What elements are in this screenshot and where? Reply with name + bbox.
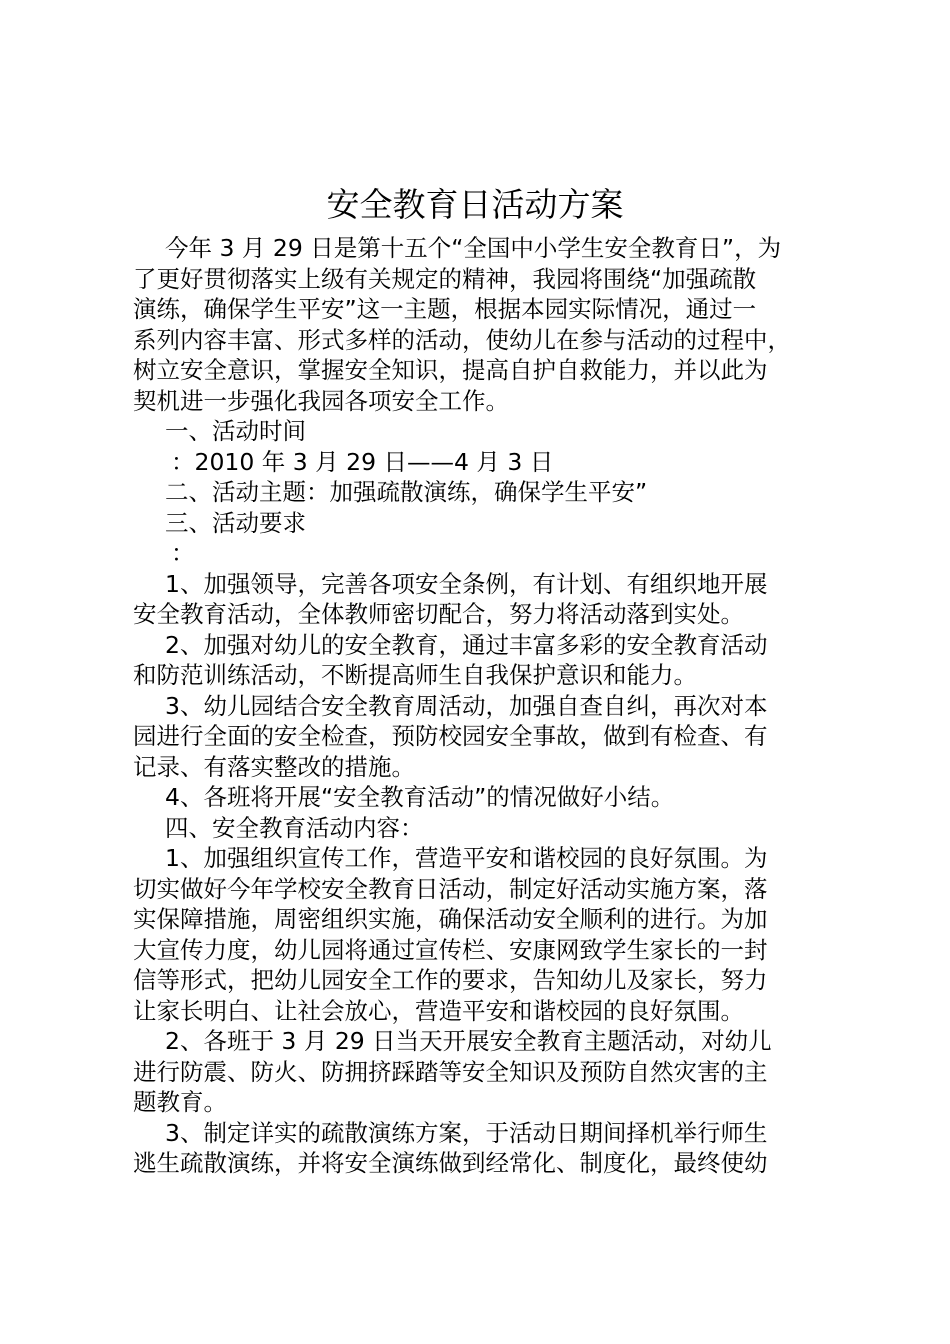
document-body [133,233,847,1179]
body-text-line: 三、活动要求 [165,508,306,537]
body-text-line: 3、制定详实的疏散演练方案，于活动日期间择机举行师生 [165,1118,768,1147]
body-text-line: 系列内容丰富、形式多样的活动，使幼儿在参与活动的过程中， [133,325,791,354]
body-text-line: 和防范训练活动，不断提高师生自我保护意识和能力。 [133,661,697,689]
body-text-line: 契机进一步强化我园各项安全工作。 [133,386,509,415]
body-text-line: 4、各班将开展“安全教育活动”的情况做好小结。 [165,783,675,811]
body-text-line: 记录、有落实整改的措施。 [133,752,415,781]
body-text-line: 1、加强领导，完善各项安全条例，有计划、有组织地开展 [165,569,768,598]
body-text-line: 今年 3 月 29 日是第十五个“全国中小学生安全教育日”，为 [165,234,782,262]
body-text-line: 安全教育活动，全体教师密切配合，努力将活动落到实处。 [133,600,744,628]
body-text-line: 2、加强对幼儿的安全教育，通过丰富多彩的安全教育活动 [165,630,768,659]
body-text-line: 树立安全意识，掌握安全知识，提高自护自救能力，并以此为 [133,356,768,384]
body-text-line: ：2010 年 3 月 29 日——4 月 3 日 [171,447,554,476]
body-text-line: 二、活动主题：加强疏散演练，确保学生平安” [165,478,648,506]
body-text-line: 大宣传力度，幼儿园将通过宣传栏、安康网致学生家长的一封 [133,935,768,964]
body-text-line: 实保障措施，周密组织实施，确保活动安全顺利的进行。为加 [133,905,768,933]
body-text-line: 演练，确保学生平安”这一主题，根据本园实际情况，通过一 [133,295,757,323]
body-text-line: 3、幼儿园结合安全教育周活动，加强自查自纠，再次对本 [165,691,768,720]
body-text-line: 了更好贯彻落实上级有关规定的精神，我园将围绕“加强疏散 [133,264,757,293]
body-text-line: 2、各班于 3 月 29 日当天开展安全教育主题活动，对幼儿 [165,1027,772,1055]
body-text-line: ： [171,539,195,567]
body-text-line: 1、加强组织宣传工作，营造平安和谐校园的良好氛围。为 [165,844,768,872]
body-text-line: 进行防震、防火、防拥挤踩踏等安全知识及预防自然灾害的主 [133,1057,768,1086]
body-text-line: 让家长明白、让社会放心，营造平安和谐校园的良好氛围。 [133,996,744,1025]
body-text-line: 切实做好今年学校安全教育日活动，制定好活动实施方案，落 [133,874,768,903]
body-text-line: 逃生疏散演练，并将安全演练做到经常化、制度化，最终使幼 [133,1149,768,1177]
page-title: 安全教育日活动方案 [326,185,624,224]
body-text-line: 一、活动时间 [165,417,306,445]
body-text-line: 园进行全面的安全检查，预防校园安全事故，做到有检查、有 [133,722,768,750]
body-text-line: 信等形式，把幼儿园安全工作的要求，告知幼儿及家长，努力 [133,966,768,994]
body-text-line: 四、安全教育活动内容： [165,813,424,842]
body-text-line: 题教育。 [133,1088,227,1116]
